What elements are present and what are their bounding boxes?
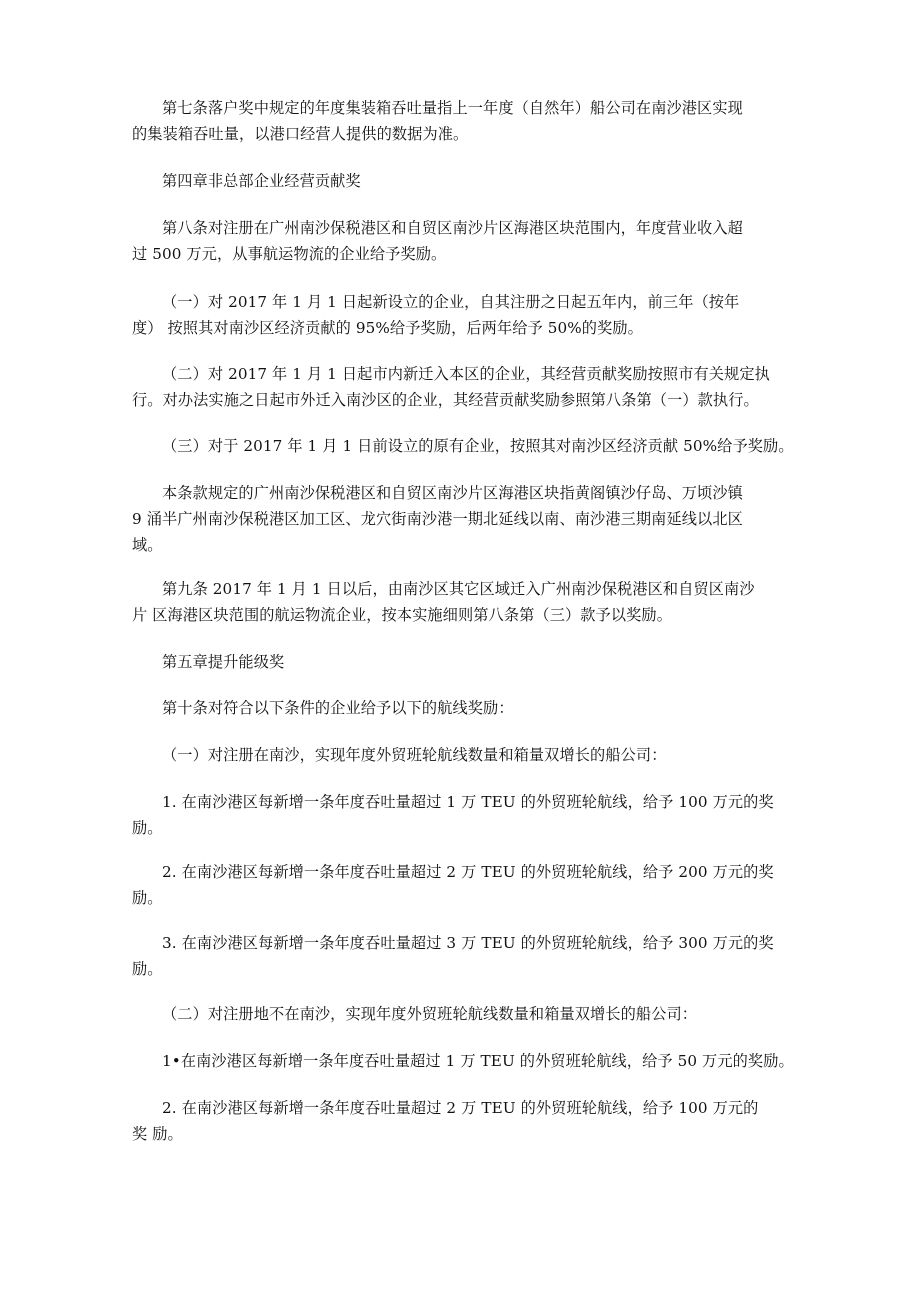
text-line: 励。: [132, 889, 163, 907]
reward-1-paragraph: [132, 789, 774, 841]
article-10-item-2: [162, 1001, 697, 1027]
text-line: 2. 在南沙港区每新增一条年度吞吐量超过 2 万 TEU 的外贸班轮航线，给予 100 万元的: [162, 1099, 759, 1117]
text-line: 励。: [132, 819, 163, 837]
area-definition-paragraph: [132, 480, 743, 558]
text-line: 1. 在南沙港区每新增一条年度吞吐量超过 1 万 TEU 的外贸班轮航线，给予 100 万元的奖: [162, 793, 774, 811]
text-line: （二）对 2017 年 1 月 1 日起市内新迁入本区的企业，其经营贡献奖励按照市有关规定执: [162, 365, 770, 383]
text-line: 第四章非总部企业经营贡献奖: [162, 172, 361, 190]
text-line: （一）对注册在南沙，实现年度外贸班轮航线数量和箱量双增长的船公司：: [162, 746, 667, 764]
text-line: 行。对办法实施之日起市外迁入南沙区的企业，其经营贡献奖励参照第八条第（一）款执行。: [132, 391, 759, 409]
text-line: 奖 励。: [132, 1125, 183, 1143]
article-9-paragraph: [132, 576, 755, 628]
article-8-item-2: [132, 361, 770, 413]
article-8-item-3: [162, 433, 794, 459]
article-7-paragraph: [132, 95, 743, 147]
reward-2-paragraph: [132, 859, 774, 911]
text-line: 第十条对符合以下条件的企业给予以下的航线奖励：: [162, 699, 514, 717]
nonlocal-reward-2-paragraph: [132, 1095, 759, 1147]
chapter-5-heading: [162, 649, 284, 675]
text-line: 过 500 万元，从事航运物流的企业给予奖励。: [132, 245, 447, 263]
text-line: 第五章提升能级奖: [162, 653, 285, 671]
text-line: 励。: [132, 960, 163, 978]
text-line: 度） 按照其对南沙区经济贡献的 95%给予奖励，后两年给予 50%的奖励。: [132, 319, 643, 337]
reward-3-paragraph: [132, 930, 774, 982]
text-line: 9 涌半广州南沙保税港区加工区、龙穴街南沙港一期北延线以南、南沙港三期南延线以北区: [132, 510, 743, 528]
text-line: 域。: [132, 536, 163, 554]
text-line: 2. 在南沙港区每新增一条年度吞吐量超过 2 万 TEU 的外贸班轮航线，给予 200 万元的奖: [162, 863, 774, 881]
text-line: 本条款规定的广州南沙保税港区和自贸区南沙片区海港区块指黄阁镇沙仔岛、万顷沙镇: [162, 484, 743, 502]
text-line: （三）对于 2017 年 1 月 1 日前设立的原有企业，按照其对南沙区经济贡献 50%给予奖励。: [162, 437, 794, 455]
text-line: （一）对 2017 年 1 月 1 日起新设立的企业，自其注册之日起五年内，前三年（按年: [162, 293, 740, 311]
text-line: 第八条对注册在广州南沙保税港区和自贸区南沙片区海港区块范围内，年度营业收入超: [162, 219, 743, 237]
nonlocal-reward-1-paragraph: [162, 1048, 794, 1074]
text-line: 3. 在南沙港区每新增一条年度吞吐量超过 3 万 TEU 的外贸班轮航线，给予 300 万元的奖: [162, 934, 774, 952]
article-8-item-1: [132, 289, 740, 341]
text-line: 片 区海港区块范围的航运物流企业，按本实施细则第八条第（三）款予以奖励。: [132, 606, 672, 624]
article-10-item-1: [162, 742, 667, 768]
chapter-4-heading: [162, 168, 361, 194]
text-line: 第九条 2017 年 1 月 1 日以后，由南沙区其它区域迁入广州南沙保税港区和自贸区南沙: [162, 580, 755, 598]
text-line: 第七条落户奖中规定的年度集装箱吞吐量指上一年度（自然年）船公司在南沙港区实现: [162, 99, 743, 117]
text-line: （二）对注册地不在南沙，实现年度外贸班轮航线数量和箱量双增长的船公司：: [162, 1005, 698, 1023]
text-line: 1•在南沙港区每新增一条年度吞吐量超过 1 万 TEU 的外贸班轮航线，给予 50 万元的奖励。: [162, 1052, 794, 1070]
article-10-paragraph: [162, 695, 514, 721]
article-8-paragraph: [132, 215, 743, 267]
text-line: 的集装箱吞吐量，以港口经营人提供的数据为准。: [132, 125, 469, 143]
